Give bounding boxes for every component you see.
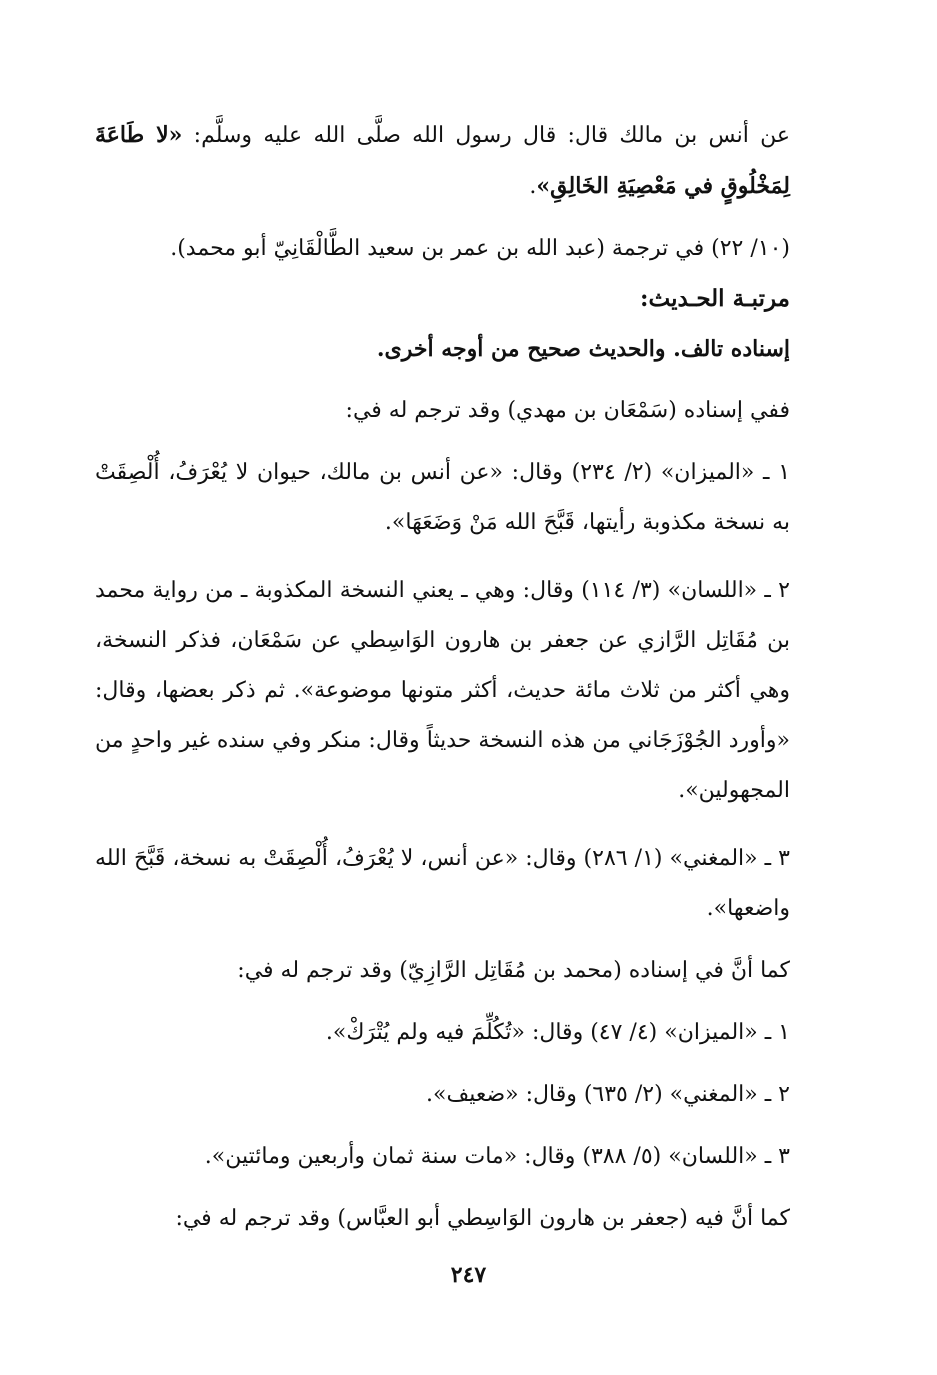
reference-mughni-samaan: ٣ ـ «المغني» (١/ ٢٨٦) وقال: «عن أنس، لا يُعْرَفُ، أُلْصِقَتْ به نسخة، قَبَّحَ الله واضعها». — [95, 846, 790, 921]
hadith-paragraph — [95, 110, 845, 212]
hadith-quote: «لا طَاعَةَ لِمَخْلُوقٍ في مَعْصِيَةِ الخَالِقِ» — [95, 122, 790, 199]
grading-statement: إسناده تالف. والحديث صحيح من أوجه أخرى. — [376, 336, 790, 362]
reference-mizan-muqatil: ١ ـ «الميزان» (٤/ ٤٧) وقال: «تُكُلِّمَ فيه ولم يُتْرَكْ». — [325, 1020, 790, 1045]
narrator-intro-samaan: ففي إسناده (سَمْعَان بن مهدي) وقد ترجم له في: — [345, 398, 790, 423]
narrator-intro-jafar: كما أنَّ فيه (جعفر بن هارون الوَاسِطي أبو العبَّاس) وقد ترجم له في: — [175, 1206, 790, 1231]
reference-mizan-samaan: ١ ـ «الميزان» (٢/ ٢٣٤) وقال: «عن أنس بن مالك، حيوان لا يُعْرَفُ، أُلْصِقَتْ به نسخة مكذوبة رأيتها، قَبَّحَ الله مَنْ وَضَعَهَا». — [95, 460, 791, 535]
page-number: ٢٤٧ — [450, 1262, 487, 1288]
hadith-end: . — [529, 174, 537, 199]
hadith-intro: عن أنس بن مالك قال: قال رسول الله صلَّى الله عليه وسلَّم: — [182, 123, 790, 148]
page-body — [95, 110, 845, 1244]
reference-mughni-muqatil: ٢ ـ «المغني» (٢/ ٦٣٥) وقال: «ضعيف». — [425, 1082, 790, 1107]
section-heading: مرتبـة الحـديث: — [640, 285, 790, 312]
biography-reference: (١٠/ ٢٢) في ترجمة (عبد الله بن عمر بن سعيد الطَّالْقَانِيّ أبو محمد). — [170, 236, 790, 261]
reference-lisan-muqatil: ٣ ـ «اللسان» (٥/ ٣٨٨) وقال: «مات سنة ثمان وأربعين ومائتين». — [204, 1144, 790, 1169]
narrator-intro-muqatil: كما أنَّ في إسناده (محمد بن مُقَاتِل الرَّازِيّ) وقد ترجم له في: — [237, 958, 790, 983]
reference-lisan-samaan: ٢ ـ «اللسان» (٣/ ١١٤) وقال: وهي ـ يعني النسخة المكذوبة ـ من رواية محمد بن مُقَاتِل الرَّازي عن جعفر بن هارون الوَاسِطي عن سَمْعَان، فذكر النسخة، وهي أكثر من ثلاث مائة حديث، أكثر متونها موضوعة». ثم ذكر بعضها، وقال: «وأورد الجُوْزَجَاني من هذه النسخة حديثاً وقال: منكر وفي سنده غير واحدٍ من المجهولين». — [95, 578, 790, 803]
